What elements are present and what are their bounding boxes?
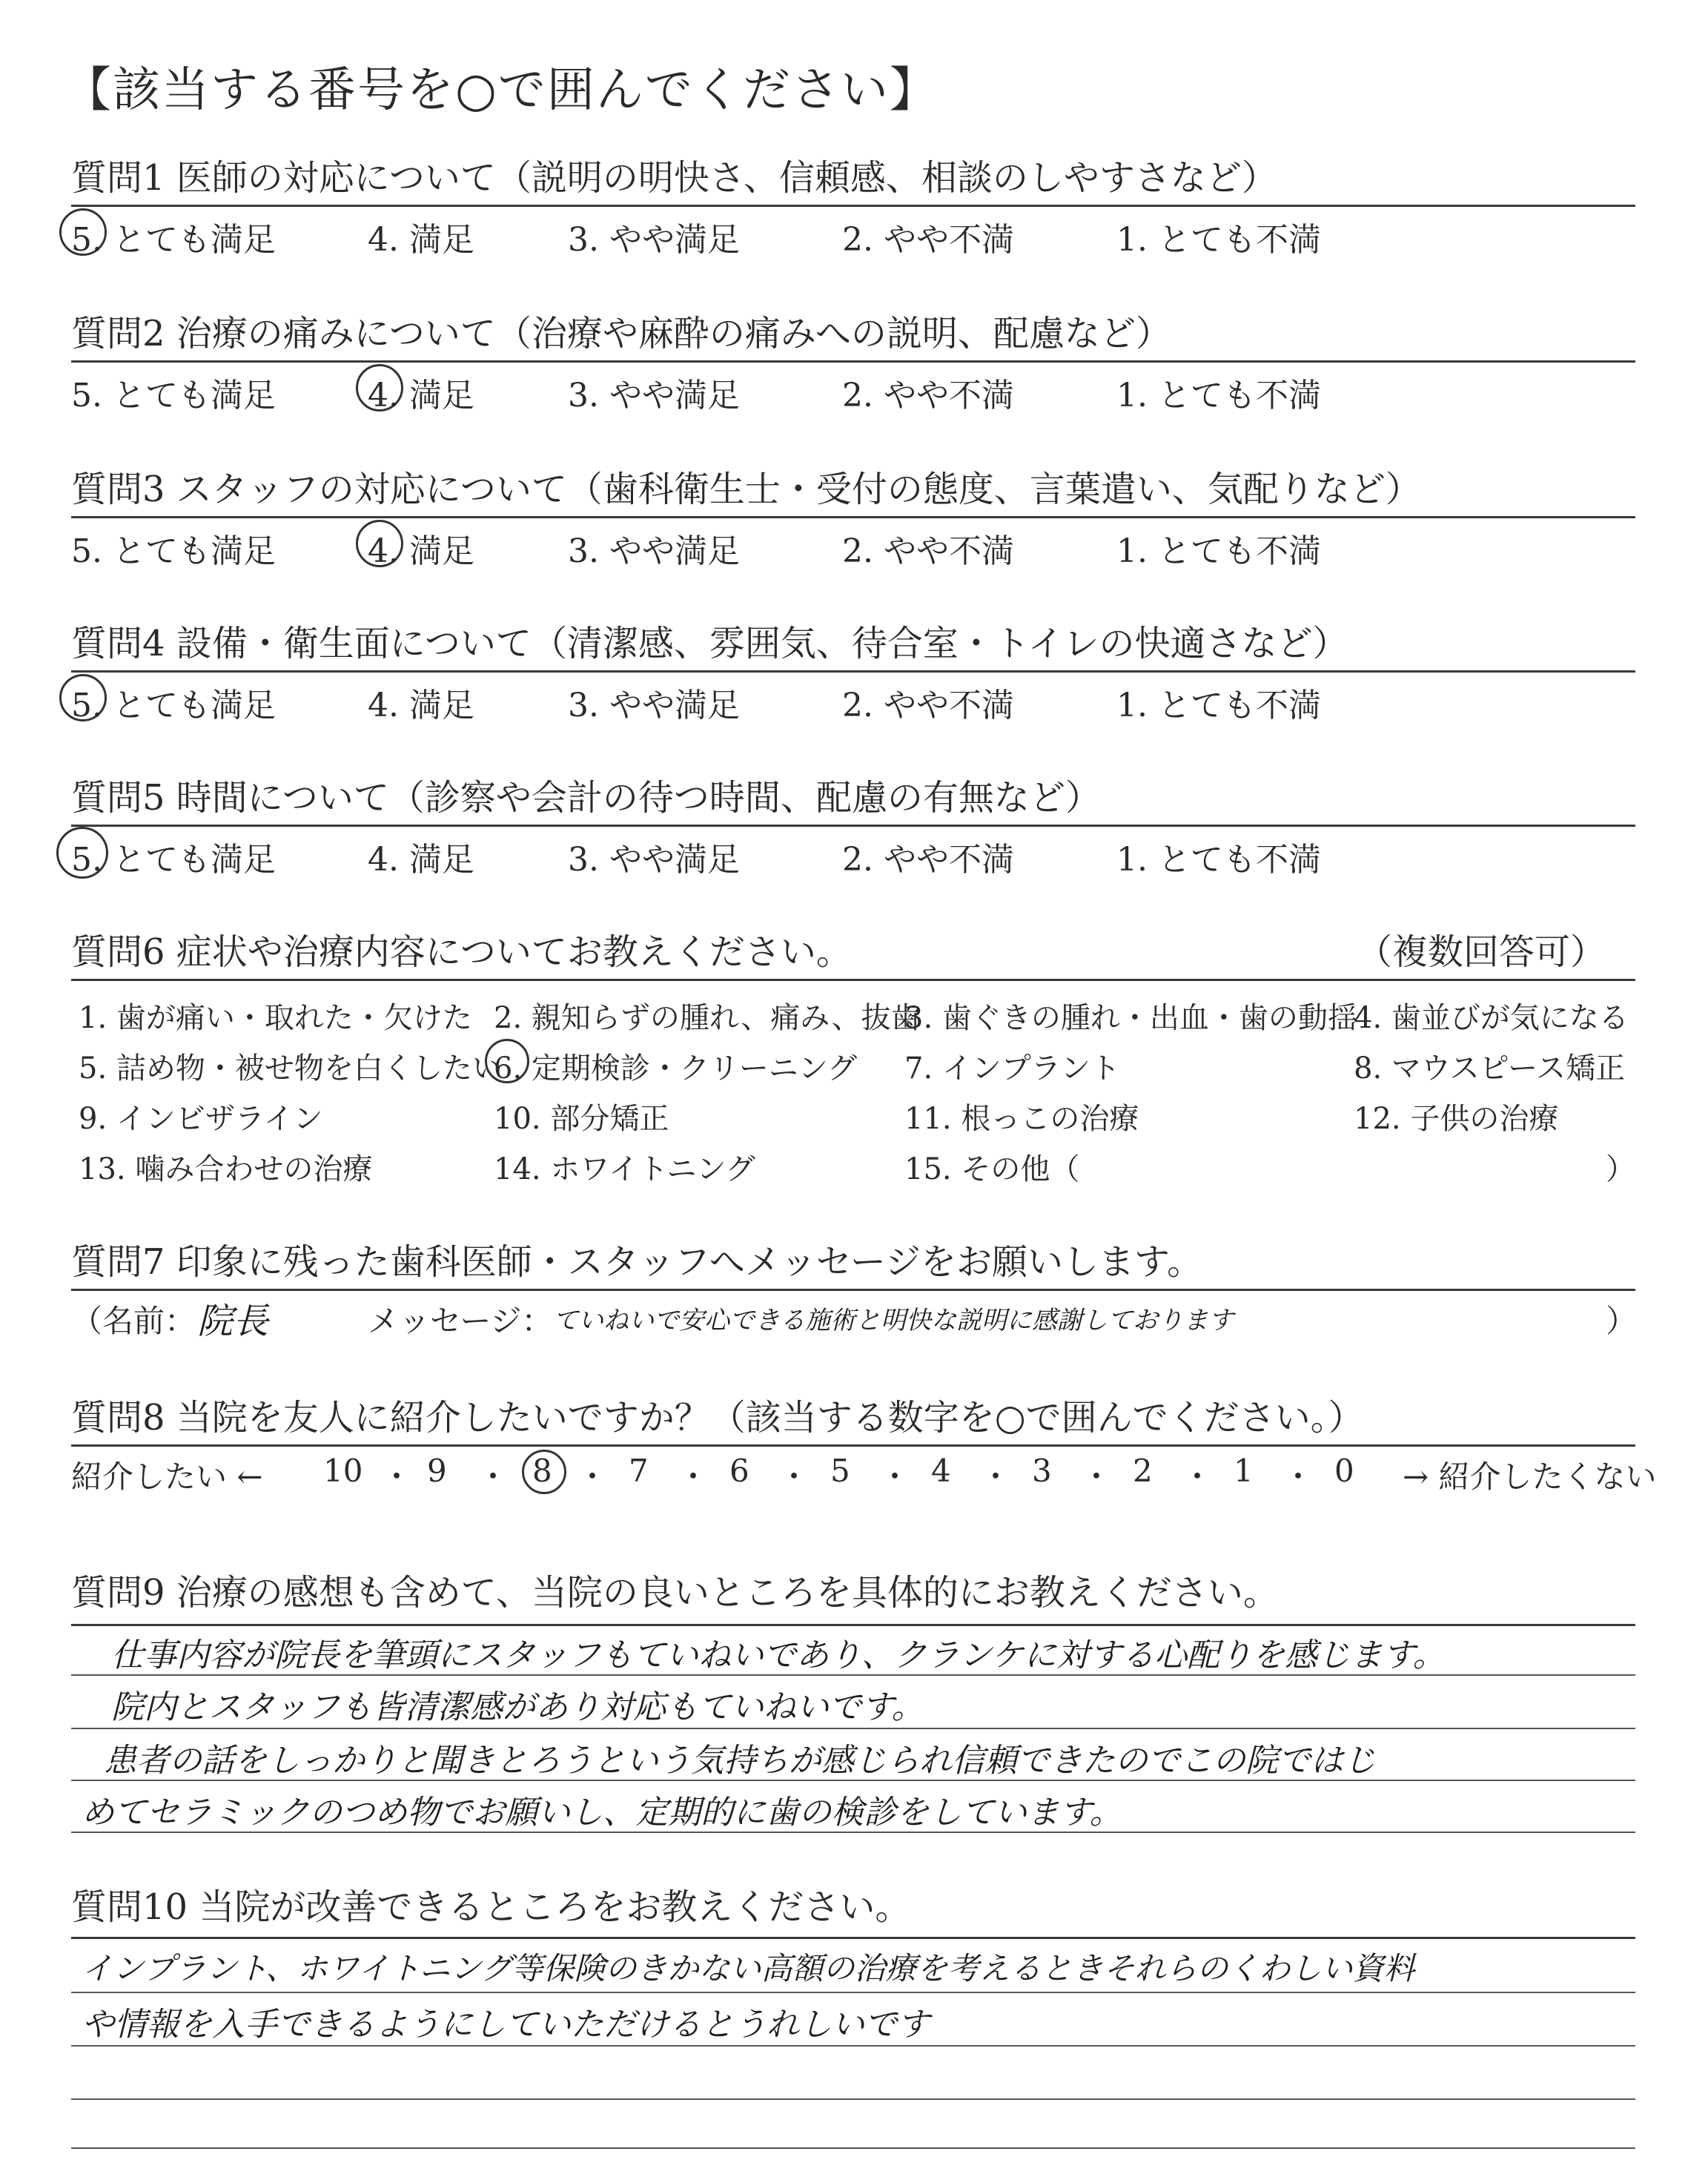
q10-answer-line: インプラント、ホワイトニング等保険のきかない高額の治療を考えるときそれらのくわしい資料 (82, 1950, 1415, 1986)
question-title: 質問7 印象に残った歯科医師・スタッフへメッセージをお願いします。 (71, 1241, 1203, 1283)
option-1[interactable]: 1. とても不満 (1116, 377, 1321, 415)
scale-dot: ・ (678, 1459, 709, 1495)
question-title: 質問4 設備・衛生面について（清潔感、雰囲気、待合室・トイレの快適さなど） (71, 623, 1348, 664)
scale-number-6[interactable]: 6 (729, 1453, 749, 1489)
symptom-option[interactable]: 8. マウスピース矯正 (1354, 1051, 1626, 1086)
rating-options (71, 673, 1635, 724)
question-6-title: 質問6 症状や治療内容についてお教えください。 (71, 931, 852, 973)
scale-dot: ・ (577, 1459, 609, 1495)
answer-line (71, 2045, 1635, 2047)
option-4[interactable]: 4. 満足 (368, 377, 474, 415)
scale-number-9[interactable]: 9 (427, 1453, 447, 1489)
answer-line (71, 2098, 1635, 2100)
scale-number-2[interactable]: 2 (1133, 1453, 1153, 1489)
option-5[interactable]: 5. とても満足 (71, 687, 276, 724)
question-4 (71, 621, 1635, 724)
symptom-option[interactable]: 14. ホワイトニング (494, 1152, 755, 1186)
scale-dot: ・ (879, 1459, 911, 1495)
question-7 (71, 1240, 1638, 1342)
answer-line (71, 2147, 1635, 2149)
scale-dot: ・ (477, 1459, 509, 1495)
option-1[interactable]: 1. とても不満 (1116, 532, 1321, 570)
scale-number-0[interactable]: 0 (1334, 1453, 1354, 1489)
symptom-option[interactable]: 3. 歯ぐきの腫れ・出血・歯の動揺 (904, 1001, 1357, 1035)
question-title: 質問3 スタッフの対応について（歯科衛生士・受付の態度、言葉遣い、気配りなど） (71, 469, 1421, 510)
option-1[interactable]: 1. とても不満 (1116, 841, 1321, 879)
symptom-option[interactable]: 15. その他（ (904, 1152, 1080, 1186)
symptom-option[interactable]: 13. 噛み合わせの治療 (79, 1152, 373, 1186)
question-10 (71, 1885, 1635, 1929)
answer-line (71, 1992, 1635, 1993)
option-5[interactable]: 5. とても満足 (71, 377, 276, 415)
q9-answer-line: めてセラミックのつめ物でお願いし、定期的に歯の検診をしています。 (82, 1794, 1122, 1832)
question-1 (71, 156, 1635, 259)
answer-line (71, 1937, 1635, 1939)
option-2[interactable]: 2. やや不満 (842, 532, 1014, 570)
symptom-option[interactable]: 6. 定期検診・クリーニング (494, 1051, 858, 1086)
question-title: 質問8 当院を友人に紹介したいですか？（該当する数字を○で囲んでください。） (71, 1397, 1364, 1439)
question-title: 質問10 当院が改善できるところをお教えください。 (71, 1886, 911, 1928)
scale-number-5[interactable]: 5 (830, 1453, 850, 1489)
symptom-option[interactable]: 1. 歯が痛い・取れた・欠けた (79, 1001, 472, 1035)
question-5 (71, 776, 1635, 879)
scale-dot: ・ (1081, 1459, 1113, 1495)
question-title: 質問1 医師の対応について（説明の明快さ、信頼感、相談のしやすさなど） (71, 157, 1277, 199)
option-4[interactable]: 4. 満足 (368, 687, 474, 724)
option-2[interactable]: 2. やや不満 (842, 221, 1014, 259)
rating-options (71, 827, 1635, 879)
question-2 (71, 311, 1635, 415)
answer-line (71, 1728, 1635, 1729)
question-6 (71, 930, 1635, 1196)
rating-options (71, 518, 1635, 570)
name-value[interactable]: 院長 (197, 1301, 269, 1342)
option-5[interactable]: 5. とても満足 (71, 841, 276, 879)
symptom-option[interactable]: 5. 詰め物・被せ物を白くしたい (79, 1051, 502, 1086)
page-heading: 【該当する番号を○で囲んでください】 (64, 63, 939, 118)
option-5[interactable]: 5. とても満足 (71, 532, 276, 570)
option-5[interactable]: 5. とても満足 (71, 221, 276, 259)
message-value[interactable]: ていねいで安心できる施術と明快な説明に感謝しております (553, 1306, 1234, 1335)
option-3[interactable]: 3. やや満足 (568, 841, 740, 879)
symptom-option[interactable]: 11. 根っこの治療 (904, 1102, 1139, 1136)
option-1[interactable]: 1. とても不満 (1116, 221, 1321, 259)
option-2[interactable]: 2. やや不満 (842, 377, 1014, 415)
name-label: （名前： (71, 1303, 196, 1339)
rating-options (71, 207, 1635, 259)
question-3 (71, 467, 1635, 570)
scale-number-4[interactable]: 4 (931, 1453, 951, 1489)
question-8 (71, 1396, 1657, 1495)
recommend-left-label: 紹介したい ← (71, 1459, 263, 1495)
message-label: メッセージ： (368, 1303, 553, 1339)
symptom-options (71, 981, 1635, 1196)
q9-answer-line: 患者の話をしっかりと聞きとろうという気持ちが感じられ信頼できたのでこの院ではじ (104, 1742, 1376, 1780)
message-row (71, 1291, 1638, 1342)
q9-answer-line: 仕事内容が院長を筆頭にスタッフもていねいであり、クランケに対する心配りを感じます。 (111, 1636, 1446, 1674)
symptom-option[interactable]: 9. インビザライン (79, 1102, 323, 1136)
scale-number-10[interactable]: 10 (323, 1453, 363, 1489)
recommend-scale (71, 1447, 1657, 1495)
rating-options (71, 363, 1635, 415)
option-4[interactable]: 4. 満足 (368, 221, 474, 259)
symptom-option[interactable]: 4. 歯並びが気になる (1354, 1001, 1629, 1035)
question-title: 質問9 治療の感想も含めて、当院の良いところを具体的にお教えください。 (71, 1572, 1279, 1614)
q10-answer-line: や情報を入手できるようにしていただけるとうれしいです (82, 2006, 930, 2044)
symptom-option[interactable]: 7. インプラント (904, 1051, 1120, 1086)
question-9 (71, 1571, 1635, 1615)
symptom-option[interactable]: 12. 子供の治療 (1354, 1102, 1559, 1136)
scale-number-7[interactable]: 7 (629, 1453, 649, 1489)
option-3[interactable]: 3. やや満足 (568, 532, 740, 570)
scale-number-3[interactable]: 3 (1032, 1453, 1052, 1489)
question-title: 質問2 治療の痛みについて（治療や麻酔の痛みへの説明、配慮など） (71, 313, 1171, 354)
q9-answer-line: 院内とスタッフも皆清潔感があり対応もていねいです。 (111, 1688, 924, 1726)
message-close-paren: ） (1606, 1303, 1638, 1339)
scale-dot: ・ (778, 1459, 810, 1495)
question-title: 質問5 時間について（診察や会計の待つ時間、配慮の有無など） (71, 777, 1101, 819)
scale-dot: ・ (1182, 1459, 1214, 1495)
option-3[interactable]: 3. やや満足 (568, 687, 740, 724)
scale-dot: ・ (381, 1459, 413, 1495)
answer-line (71, 1624, 1635, 1626)
option-3[interactable]: 3. やや満足 (568, 377, 740, 415)
symptom-option[interactable]: 2. 親知らずの腫れ、痛み、抜歯 (494, 1001, 921, 1035)
multiple-answer-note: （複数回答可） (1356, 931, 1606, 973)
option-2[interactable]: 2. やや不満 (842, 841, 1014, 879)
option-1[interactable]: 1. とても不満 (1116, 687, 1321, 724)
other-close-paren: ） (1606, 1152, 1635, 1186)
symptom-option[interactable]: 10. 部分矯正 (494, 1102, 669, 1136)
question-title (71, 930, 1635, 974)
scale-dot: ・ (980, 1459, 1012, 1495)
option-4[interactable]: 4. 満足 (368, 841, 474, 879)
recommend-right-label: → 紹介したくない (1403, 1459, 1657, 1495)
option-3[interactable]: 3. やや満足 (568, 221, 740, 259)
scale-dot: ・ (1282, 1459, 1314, 1495)
option-4[interactable]: 4. 満足 (368, 532, 474, 570)
scale-number-8[interactable]: 8 (532, 1453, 552, 1489)
scale-number-1[interactable]: 1 (1234, 1453, 1254, 1489)
option-2[interactable]: 2. やや不満 (842, 687, 1014, 724)
